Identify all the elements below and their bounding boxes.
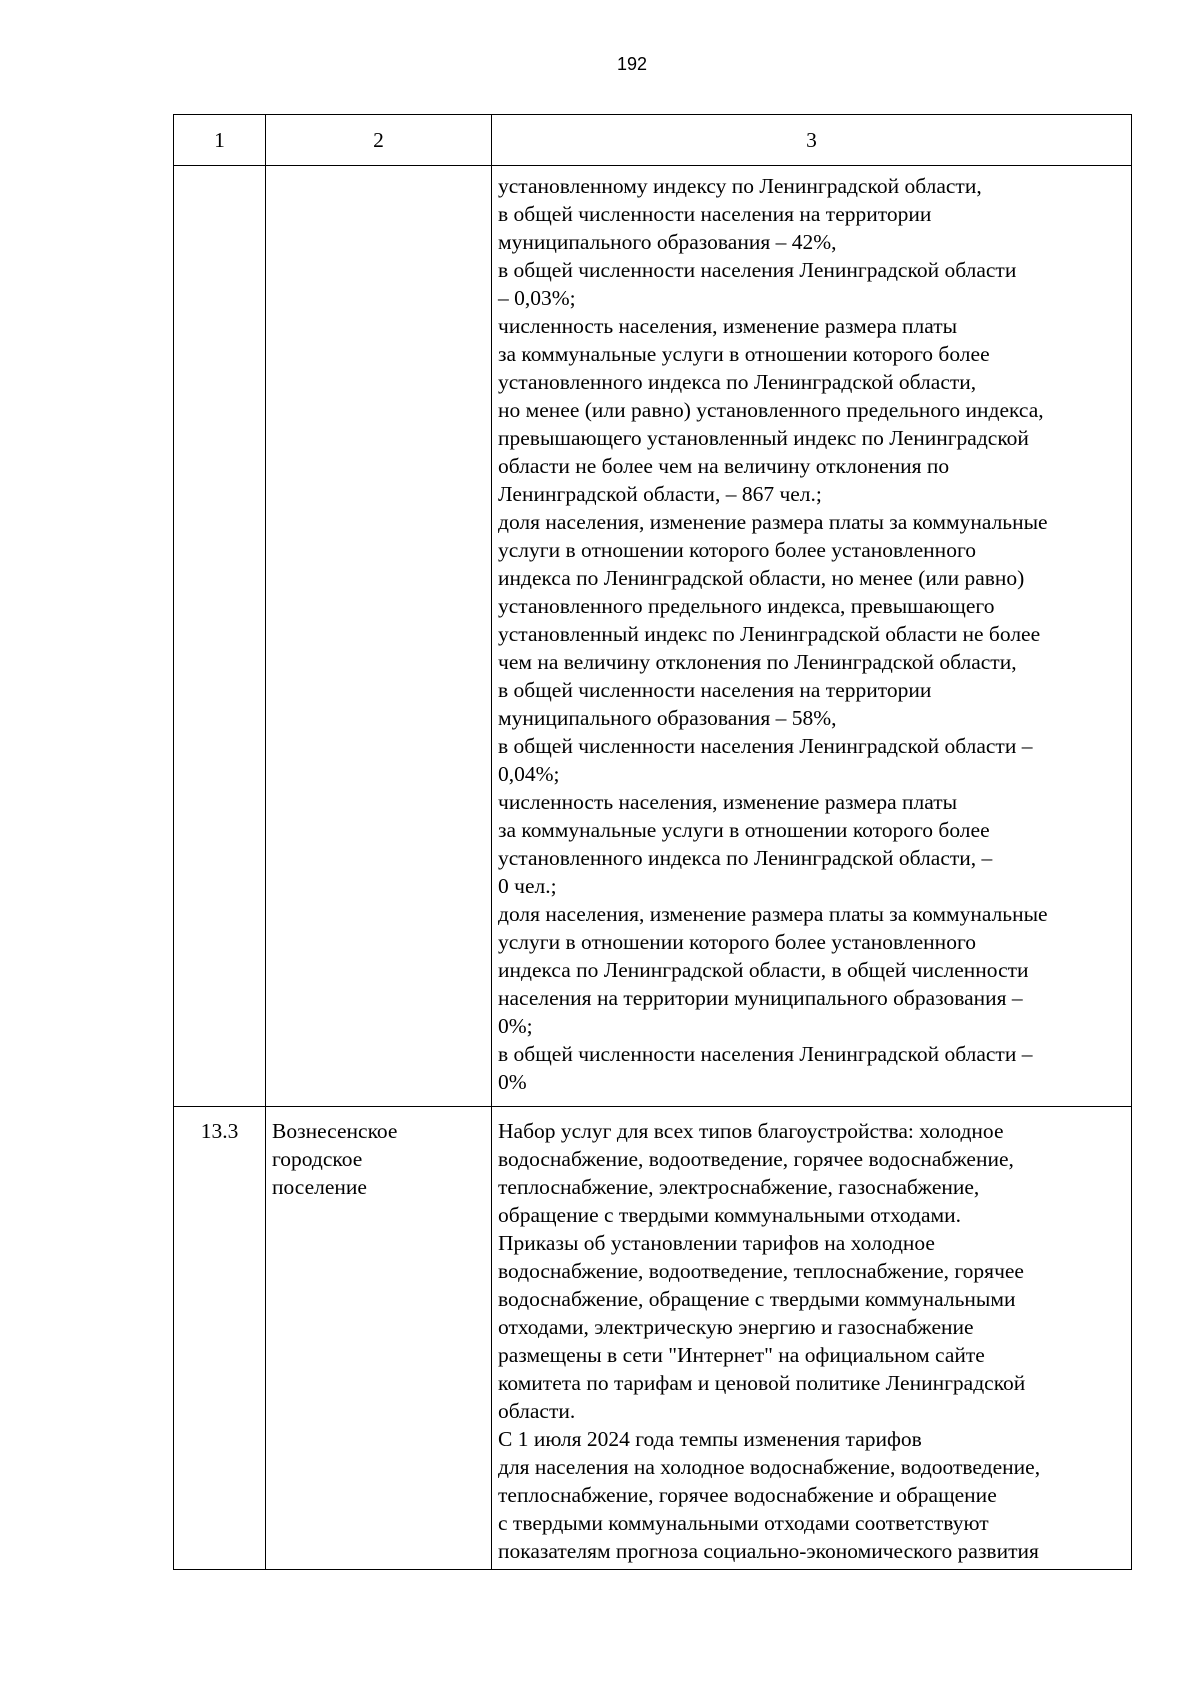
text-line: области. [498,1399,576,1423]
text-line: показателям прогноза социально-экономического развития [498,1539,1039,1563]
text-line: доля населения, изменение размера платы за коммунальные [498,510,1048,534]
text-line: отходами, электрическую энергию и газоснабжение [498,1315,974,1339]
row-number-cell: 13.3 [174,1107,266,1570]
text-line: муниципального образования – 58%, [498,706,837,730]
text-line: доля населения, изменение размера платы за коммунальные [498,902,1048,926]
text-line: в общей численности населения на территории [498,678,932,702]
text-line: установленного индекса по Ленинградской области, [498,370,977,394]
text-line: обращение с твердыми коммунальными отходами. [498,1203,961,1227]
text-line: за коммунальные услуги в отношении которого более [498,818,990,842]
text-line: установленного предельного индекса, превышающего [498,594,995,618]
text-line: муниципального образования – 42%, [498,230,837,254]
text-line: Набор услуг для всех типов благоустройства: холодное [498,1119,1004,1143]
text-line: в общей численности населения Ленинградской области – [498,1042,1033,1066]
text-line: водоснабжение, водоотведение, горячее водоснабжение, [498,1147,1014,1171]
text-line: услуги в отношении которого более установленного [498,930,976,954]
text-line: Приказы об установлении тарифов на холодное [498,1231,935,1255]
table-row [174,166,1132,1107]
text-line: индекса по Ленинградской области, но менее (или равно) [498,566,1025,590]
text-line: в общей численности населения на территории [498,202,932,226]
text-line: Ленинградской области, – 867 чел.; [498,482,822,506]
text-line: чем на величину отклонения по Ленинградской области, [498,650,1017,674]
text-line: численность населения, изменение размера платы [498,314,958,338]
text-line: водоснабжение, водоотведение, теплоснабжение, горячее [498,1259,1024,1283]
text-line: в общей численности населения Ленинградской области [498,258,1017,282]
row-number-cell [174,166,266,1107]
row-description-cell [492,1107,1132,1570]
text-line: численность населения, изменение размера платы [498,790,958,814]
text-line: 0,04%; [498,762,560,786]
text-line: установленный индекс по Ленинградской области не более [498,622,1041,646]
text-line: 0 чел.; [498,874,557,898]
text-line: для населения на холодное водоснабжение, водоотведение, [498,1455,1041,1479]
document-table [173,114,1132,1570]
name-line: Вознесенское [272,1119,398,1143]
text-line: комитета по тарифам и ценовой политике Ленинградской [498,1371,1026,1395]
name-line: городское [272,1147,363,1171]
text-line: теплоснабжение, горячее водоснабжение и обращение [498,1483,997,1507]
text-line: – 0,03%; [498,286,576,310]
row-name-cell [266,166,492,1107]
table-row [174,1107,1132,1570]
text-line: превышающего установленный индекс по Ленинградской [498,426,1029,450]
text-line: индекса по Ленинградской области, в общей численности [498,958,1029,982]
text-line: области не более чем на величину отклонения по [498,454,950,478]
header-cell-2: 2 [266,115,492,166]
text-line: с твердыми коммунальными отходами соответствуют [498,1511,989,1535]
text-line: С 1 июля 2024 года темпы изменения тарифов [498,1427,922,1451]
name-line: поселение [272,1175,367,1199]
page-number: 192 [616,54,648,74]
text-line: 0% [498,1070,527,1094]
text-line: теплоснабжение, электроснабжение, газоснабжение, [498,1175,980,1199]
text-line: за коммунальные услуги в отношении которого более [498,342,990,366]
header-cell-1: 1 [174,115,266,166]
row-name-cell [266,1107,492,1570]
row-description-cell [492,166,1132,1107]
text-line: водоснабжение, обращение с твердыми коммунальными [498,1287,1016,1311]
text-line: но менее (или равно) установленного предельного индекса, [498,398,1044,422]
text-line: размещены в сети "Интернет" на официальном сайте [498,1343,985,1367]
text-line: услуги в отношении которого более установленного [498,538,976,562]
text-line: населения на территории муниципального образования – [498,986,1023,1010]
text-line: 0%; [498,1014,533,1038]
header-cell-3: 3 [492,115,1132,166]
text-line: установленному индексу по Ленинградской области, [498,174,982,198]
text-line: в общей численности населения Ленинградской области – [498,734,1033,758]
table-header-row [174,115,1132,166]
text-line: установленного индекса по Ленинградской области, – [498,846,993,870]
